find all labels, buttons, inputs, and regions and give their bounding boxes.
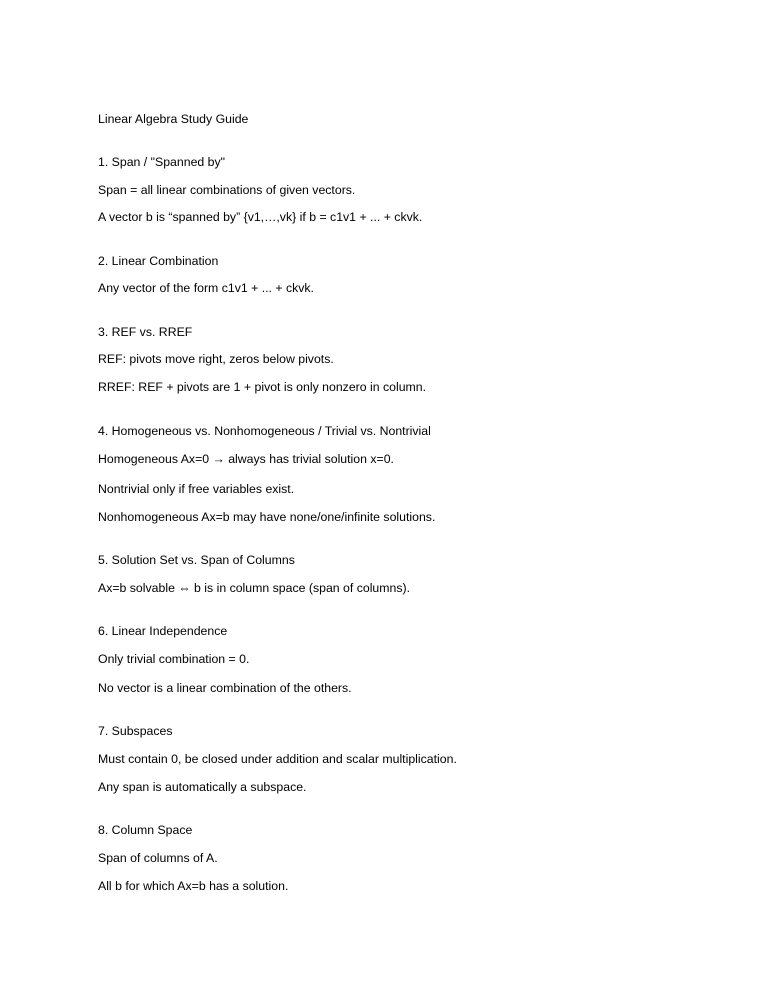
- section-1-heading: 1. Span / "Spanned by": [98, 155, 226, 169]
- section-2-heading: 2. Linear Combination: [98, 254, 219, 268]
- section-6-heading: 6. Linear Independence: [98, 624, 228, 638]
- section-1-line-2: A vector b is “spanned by” {v1,…,vk} if b = c1v1 + ... + ckvk.: [98, 210, 423, 224]
- section-8-heading: 8. Column Space: [98, 823, 193, 837]
- section-4-line-3: Nonhomogeneous Ax=b may have none/one/infinite solutions.: [98, 510, 436, 524]
- section-3-heading: 3. REF vs. RREF: [98, 325, 193, 339]
- section-2-line-1: Any vector of the form c1v1 + ... + ckvk.: [98, 281, 314, 295]
- section-6-line-2: No vector is a linear combination of the others.: [98, 681, 352, 695]
- section-6-line-1: Only trivial combination = 0.: [98, 652, 250, 666]
- section-7-line-2: Any span is automatically a subspace.: [98, 780, 307, 794]
- section-4-line-1: Homogeneous Ax=0 → always has trivial solution x=0.: [98, 452, 394, 466]
- section-4-heading: 4. Homogeneous vs. Nonhomogeneous / Trivial vs. Nontrivial: [98, 424, 431, 438]
- section-7-line-1: Must contain 0, be closed under addition and scalar multiplication.: [98, 752, 457, 766]
- section-5-line-1: Ax=b solvable ⇔ b is in column space (span of columns).: [98, 581, 411, 595]
- section-7-heading: 7. Subspaces: [98, 724, 173, 738]
- section-4-line-2: Nontrivial only if free variables exist.: [98, 482, 295, 496]
- section-8-line-2: All b for which Ax=b has a solution.: [98, 879, 289, 893]
- section-8-line-1: Span of columns of A.: [98, 851, 218, 865]
- section-3-line-2: RREF: REF + pivots are 1 + pivot is only nonzero in column.: [98, 380, 427, 394]
- document-title: Linear Algebra Study Guide: [98, 112, 249, 126]
- section-1-line-1: Span = all linear combinations of given vectors.: [98, 183, 356, 197]
- section-5-heading: 5. Solution Set vs. Span of Columns: [98, 553, 295, 567]
- section-3-line-1: REF: pivots move right, zeros below pivots.: [98, 352, 334, 366]
